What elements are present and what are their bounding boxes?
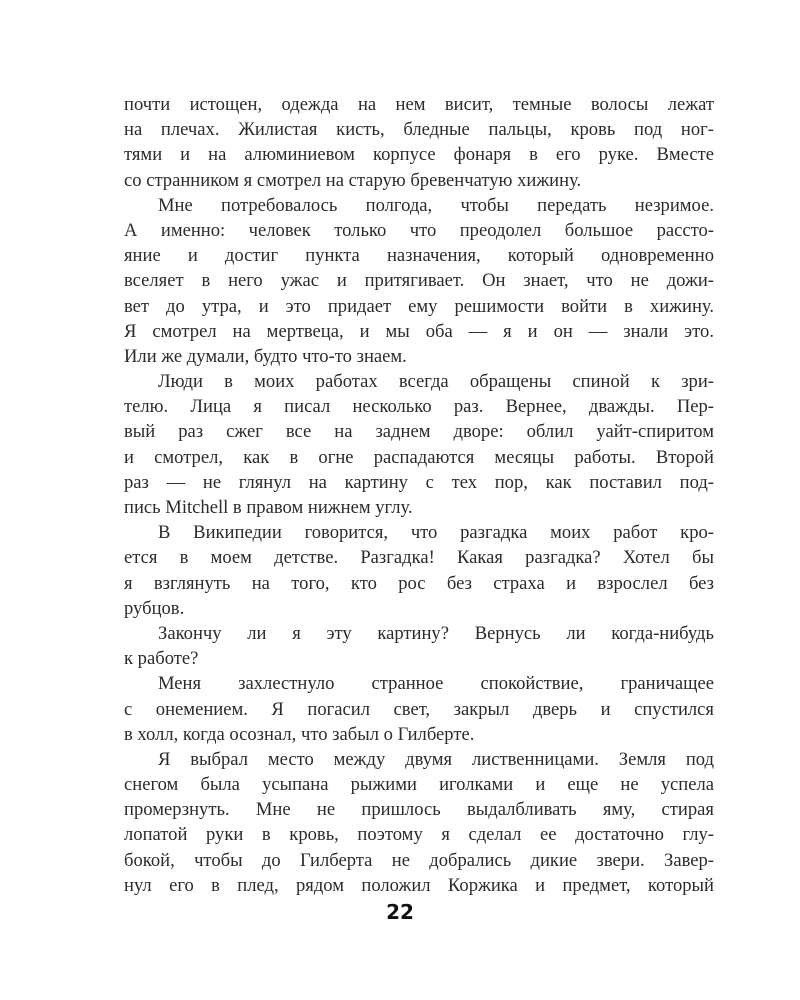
- text-line: промерзнуть. Мне не пришлось выдалбливать яму, стирая: [124, 799, 714, 821]
- text-line: Люди в моих работах всегда обращены спиной к зри-: [158, 371, 714, 393]
- text-line: и смотрел, как в огне распадаются месяцы работы. Второй: [124, 446, 714, 468]
- text-line: с онемением. Я погасил свет, закрыл дверь и спустился: [124, 698, 714, 720]
- text-line: лопатой руки в кровь, поэтому я сделал ее достаточно глу-: [124, 824, 714, 846]
- paragraph: [124, 369, 714, 520]
- text-line: пись Mitchell в правом нижнем углу.: [124, 497, 413, 518]
- text-line: В Википедии говорится, что разгадка моих работ кро-: [158, 522, 714, 544]
- paragraph: [124, 193, 714, 369]
- paragraph: [124, 671, 714, 747]
- text-line: А именно: человек только что преодолел большое рассто-: [124, 219, 714, 241]
- text-line: ется в моем детстве. Разгадка! Какая разгадка? Хотел бы: [124, 547, 714, 569]
- text-line: раз — не глянул на картину с тех пор, как поставил под-: [124, 471, 714, 493]
- text-line: снегом была усыпана рыжими иголками и еще не успела: [124, 774, 714, 796]
- page-number: 22: [386, 900, 414, 924]
- text-line: вселяет в него ужас и притягивает. Он знает, что не дожи-: [124, 270, 714, 292]
- text-line: вый раз сжег все на заднем дворе: облил уайт-спиритом: [124, 421, 714, 443]
- text-line: почти истощен, одежда на нем висит, темные волосы лежат: [124, 94, 714, 115]
- text-line: яние и достиг пункта назначения, который одновременно: [124, 245, 714, 267]
- paragraph: [124, 621, 714, 671]
- text-line: тями и на алюминиевом корпусе фонаря в его руке. Вместе: [124, 144, 714, 166]
- text-line: рубцов.: [124, 597, 185, 619]
- text-line: Закончу ли я эту картину? Вернусь ли когда-нибудь: [158, 622, 714, 644]
- text-line: телю. Лица я писал несколько раз. Вернее, дважды. Пер-: [124, 396, 714, 418]
- text-line: Я выбрал место между двумя лиственницами. Земля под: [158, 748, 714, 770]
- text-line: со странником я смотрел на старую бревенчатую хижину.: [124, 169, 582, 191]
- text-line: Я смотрел на мертвеца, и мы оба — я и он — знали это.: [124, 320, 714, 342]
- paragraph: [124, 520, 714, 621]
- text-line: бокой, чтобы до Гилберта не добрались дикие звери. Завер-: [124, 849, 714, 871]
- body-text: [124, 92, 714, 898]
- paragraph: [124, 747, 714, 898]
- text-line: вет до утра, и это придает ему решимости войти в хижину.: [124, 295, 714, 317]
- text-line: нул его в плед, рядом положил Коржика и предмет, который: [124, 874, 714, 896]
- text-line: на плечах. Жилистая кисть, бледные пальцы, кровь под ног-: [124, 119, 714, 141]
- text-line: к работе?: [124, 648, 199, 670]
- text-line: Меня захлестнуло странное спокойствие, граничащее: [158, 673, 714, 695]
- text-line: в холл, когда осознал, что забыл о Гилберте.: [124, 723, 475, 745]
- text-line: Или же думали, будто что-то знаем.: [124, 345, 407, 367]
- paragraph: [124, 92, 714, 193]
- text-line: Мне потребовалось полгода, чтобы передать незримое.: [158, 194, 714, 216]
- text-line: я взглянуть на того, кто рос без страха и взрослел без: [124, 572, 714, 594]
